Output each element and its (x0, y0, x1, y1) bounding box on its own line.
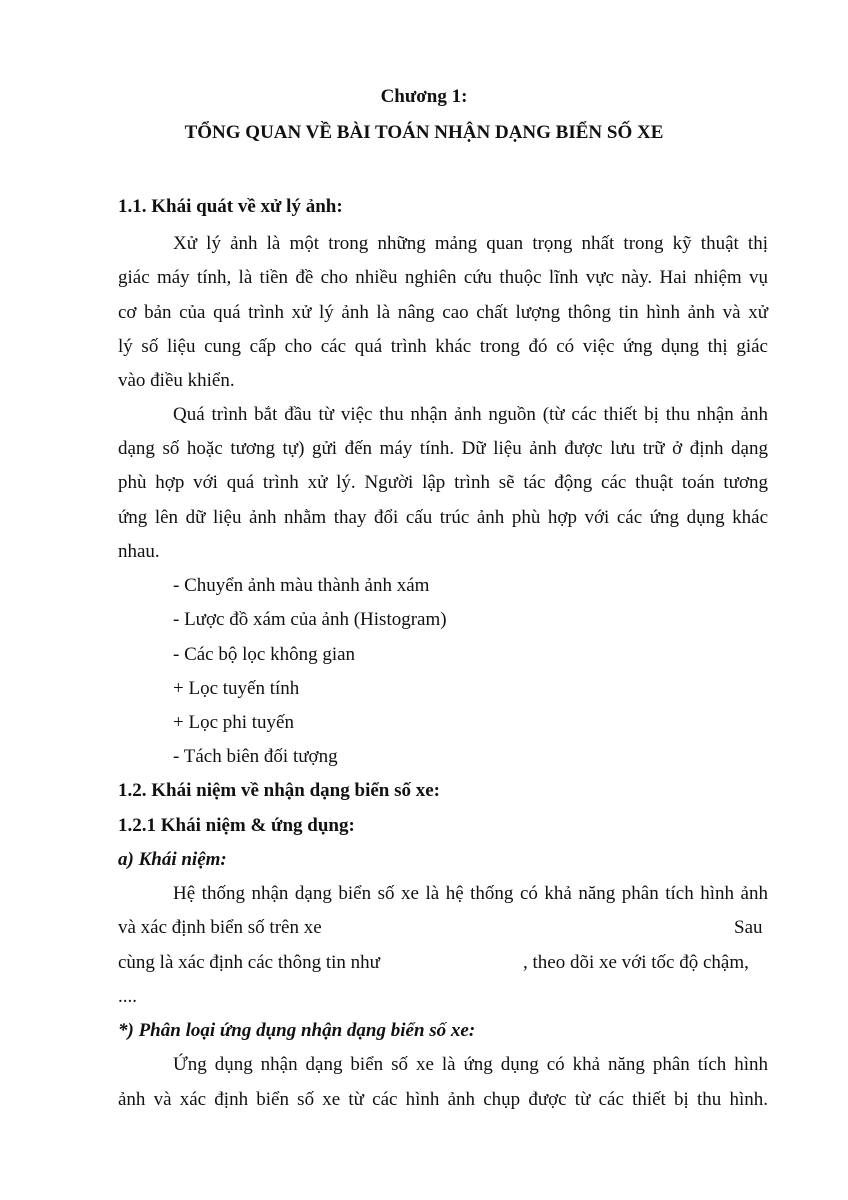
list-item: - Chuyển ảnh màu thành ảnh xám (173, 575, 430, 596)
chapter-title: TỔNG QUAN VỀ BÀI TOÁN NHẬN DẠNG BIỂN SỐ XE (184, 122, 664, 143)
paragraph-fragment: Sau (734, 917, 763, 938)
paragraph-line: Quá trình bắt đầu từ việc thu nhận ảnh nguồn (từ các thiết bị thu nhận ảnh (173, 404, 768, 425)
list-item: - Các bộ lọc không gian (173, 644, 356, 665)
section-heading: 1.2. Khái niệm về nhận dạng biển số xe: (118, 780, 440, 801)
paragraph-line: Ứng dụng nhận dạng biển số xe là ứng dụng có khả năng phân tích hình (173, 1054, 768, 1075)
paragraph-line: cơ bản của quá trình xử lý ảnh là nâng cao chất lượng thông tin hình ảnh và xử (118, 302, 768, 323)
sub-heading-a: a) Khái niệm: (118, 849, 227, 870)
paragraph-line: lý số liệu cung cấp cho các quá trình khác trong đó có việc ứng dụng thị giác (118, 336, 768, 357)
paragraph-line: dạng số hoặc tương tự) gửi đến máy tính. Dữ liệu ảnh được lưu trữ ở định dạng (118, 438, 768, 459)
paragraph-line: phù hợp với quá trình xử lý. Người lập trình sẽ tác động các thuật toán tương (118, 472, 768, 493)
paragraph-line: .... (118, 986, 137, 1007)
paragraph-line: ảnh và xác định biển số xe từ các hình ảnh chụp được từ các thiết bị thu hình. (118, 1089, 768, 1110)
chapter-label: Chương 1: (380, 86, 468, 107)
list-item: - Tách biên đối tượng (173, 746, 338, 767)
paragraph-line: và xác định biển số trên xe (118, 917, 322, 938)
classification-heading: *) Phân loại ứng dụng nhận dạng biển số xe: (118, 1020, 476, 1041)
list-item: + Lọc phi tuyến (173, 712, 294, 733)
subsection-heading: 1.2.1 Khái niệm & ứng dụng: (118, 815, 355, 836)
paragraph-line: Hệ thống nhận dạng biển số xe là hệ thống có khả năng phân tích hình ảnh (173, 883, 768, 904)
paragraph-line: cùng là xác định các thông tin như (118, 952, 380, 973)
list-item: + Lọc tuyến tính (173, 678, 300, 699)
paragraph-line: giác máy tính, là tiền đề cho nhiều nghiên cứu thuộc lĩnh vực này. Hai nhiệm vụ (118, 267, 768, 288)
section-heading: 1.1. Khái quát về xử lý ảnh: (118, 196, 343, 217)
paragraph-line: Xử lý ảnh là một trong những mảng quan trọng nhất trong kỹ thuật thị (173, 233, 768, 254)
paragraph-line: ứng lên dữ liệu ảnh nhằm thay đổi cấu trúc ảnh phù hợp với các ứng dụng khác (118, 507, 768, 528)
paragraph-fragment: , theo dõi xe với tốc độ chậm, (523, 952, 749, 973)
paragraph-line: nhau. (118, 541, 160, 562)
paragraph-line: vào điều khiển. (118, 370, 235, 391)
list-item: - Lược đồ xám của ảnh (Histogram) (173, 609, 447, 630)
